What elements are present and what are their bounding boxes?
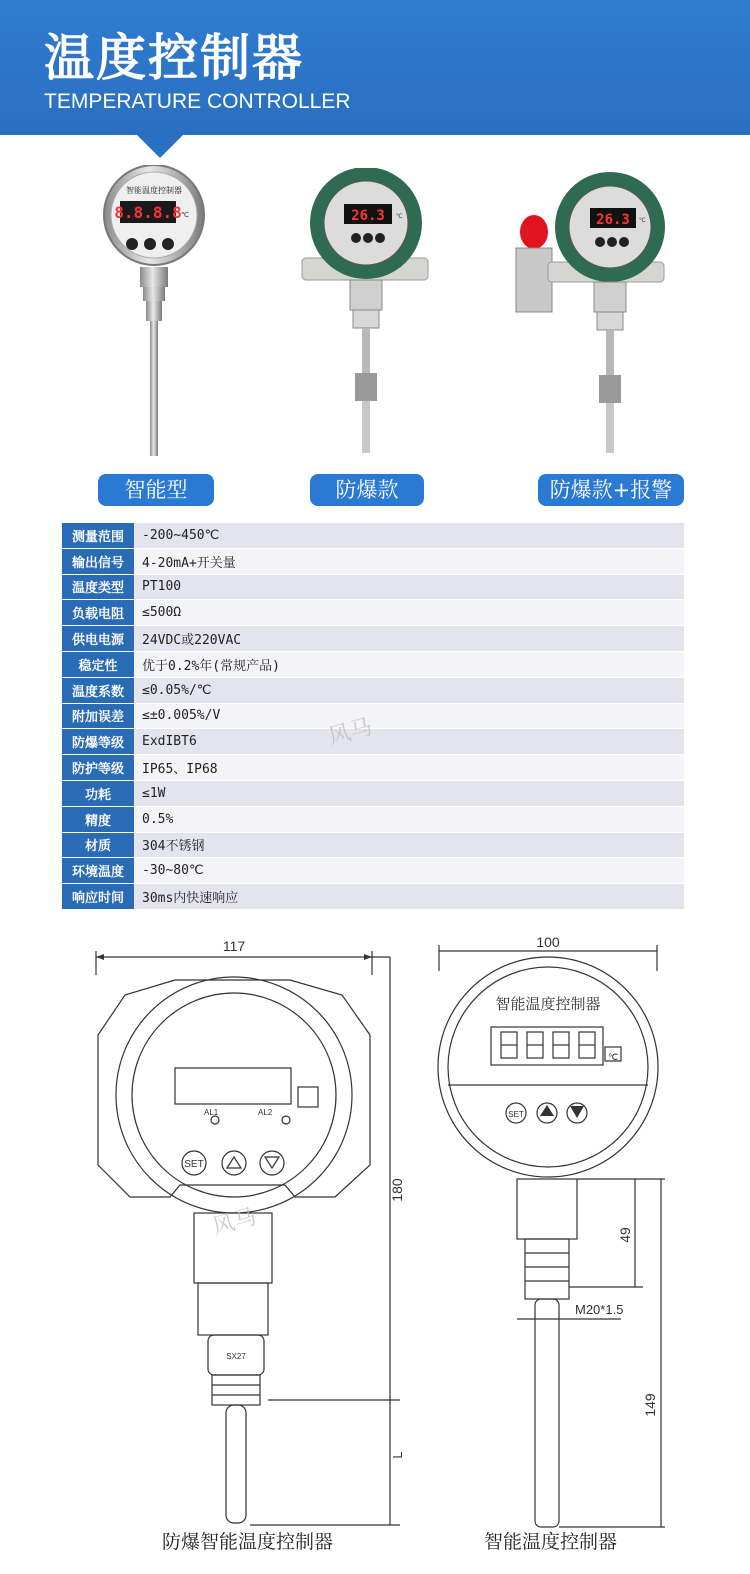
spec-row bbox=[62, 626, 684, 652]
drawing-smart bbox=[425, 935, 675, 1530]
al2-label: AL2 bbox=[258, 1108, 273, 1117]
thread-spec: M20*1.5 bbox=[575, 1302, 624, 1317]
product-smart-image bbox=[90, 165, 220, 465]
spec-key: 附加误差 bbox=[62, 704, 134, 730]
spec-key: 功耗 bbox=[62, 781, 134, 807]
spec-row bbox=[62, 781, 684, 807]
unit-label: ℃ bbox=[607, 1052, 619, 1062]
product-explosion-alarm-image bbox=[510, 170, 670, 460]
spec-value: 4-20mA+开关量 bbox=[134, 549, 684, 575]
display-digits bbox=[495, 1030, 607, 1060]
spec-value: PT100 bbox=[134, 575, 684, 601]
product-display: 26.3 bbox=[351, 208, 385, 224]
spec-key: 精度 bbox=[62, 807, 134, 833]
dim-49: 49 bbox=[617, 1227, 633, 1243]
spec-key: 环境温度 bbox=[62, 858, 134, 884]
spec-row bbox=[62, 833, 684, 859]
spec-key: 温度系数 bbox=[62, 678, 134, 704]
spec-value: 0.5% bbox=[134, 807, 684, 833]
product-label-smart: 智能型 bbox=[98, 474, 214, 506]
caption-explosion-proof: 防爆智能温度控制器 bbox=[162, 1531, 334, 1553]
spec-value: ≤1W bbox=[134, 781, 684, 807]
spec-key: 防爆等级 bbox=[62, 729, 134, 755]
spec-key: 材质 bbox=[62, 833, 134, 859]
spec-row bbox=[62, 884, 684, 910]
spec-key: 供电电源 bbox=[62, 626, 134, 652]
product-label-explosion-proof: 防爆款 bbox=[310, 474, 424, 506]
spec-row bbox=[62, 652, 684, 678]
product-display: 8.8.8.8 bbox=[114, 203, 182, 222]
spec-key: 温度类型 bbox=[62, 575, 134, 601]
dim-L: L bbox=[390, 1451, 405, 1459]
spec-value: ExdIBT6 bbox=[134, 729, 684, 755]
spec-row bbox=[62, 678, 684, 704]
spec-key: 测量范围 bbox=[62, 523, 134, 549]
spec-key: 防护等级 bbox=[62, 755, 134, 781]
spec-row bbox=[62, 755, 684, 781]
dim-width: 117 bbox=[222, 938, 246, 954]
spec-value: -200~450℃ bbox=[134, 523, 684, 549]
unit-label: ℃ bbox=[181, 211, 189, 219]
spec-value: ≤0.05%/℃ bbox=[134, 678, 684, 704]
spec-value: 30ms内快速响应 bbox=[134, 884, 684, 910]
face-title: 智能温度控制器 bbox=[495, 996, 601, 1013]
spec-value: 优于0.2%年(常规产品) bbox=[134, 652, 684, 678]
set-label: SET bbox=[184, 1159, 204, 1170]
spec-key: 输出信号 bbox=[62, 549, 134, 575]
product-display: 26.3 bbox=[596, 212, 630, 228]
spec-value: -30~80℃ bbox=[134, 858, 684, 884]
spec-row bbox=[62, 549, 684, 575]
spec-row bbox=[62, 600, 684, 626]
face-title: 智能温度控制器 bbox=[126, 186, 182, 195]
spec-key: 稳定性 bbox=[62, 652, 134, 678]
dim-149: 149 bbox=[642, 1393, 658, 1417]
spec-row bbox=[62, 523, 684, 549]
hex-label: SX27 bbox=[226, 1352, 246, 1361]
spec-key: 负载电阻 bbox=[62, 600, 134, 626]
spec-value: 304不锈钢 bbox=[134, 833, 684, 859]
spec-table bbox=[62, 523, 684, 910]
banner-notch bbox=[136, 134, 184, 158]
page-title: 温度控制器 bbox=[44, 29, 304, 87]
product-label-explosion-alarm: 防爆款+报警 bbox=[538, 474, 684, 506]
spec-value: ≤500Ω bbox=[134, 600, 684, 626]
set-label: SET bbox=[508, 1110, 524, 1119]
dim-height: 180 bbox=[389, 1178, 405, 1202]
caption-smart: 智能温度控制器 bbox=[484, 1531, 618, 1553]
product-explosion-proof-image bbox=[300, 168, 430, 458]
spec-value: IP65、IP68 bbox=[134, 755, 684, 781]
spec-row bbox=[62, 807, 684, 833]
spec-value: 24VDC或220VAC bbox=[134, 626, 684, 652]
dim-width: 100 bbox=[536, 935, 560, 950]
al1-label: AL1 bbox=[204, 1108, 219, 1117]
spec-value: ≤±0.005%/V bbox=[134, 704, 684, 730]
page-subtitle: TEMPERATURE CONTROLLER bbox=[44, 90, 351, 113]
watermark: 风马 bbox=[326, 714, 376, 751]
spec-row bbox=[62, 704, 684, 730]
spec-row bbox=[62, 858, 684, 884]
unit-label: ℃ bbox=[639, 217, 646, 224]
watermark: 风马 bbox=[210, 1204, 260, 1241]
spec-row bbox=[62, 575, 684, 601]
unit-label: ℃ bbox=[396, 213, 403, 220]
spec-key: 响应时间 bbox=[62, 884, 134, 910]
